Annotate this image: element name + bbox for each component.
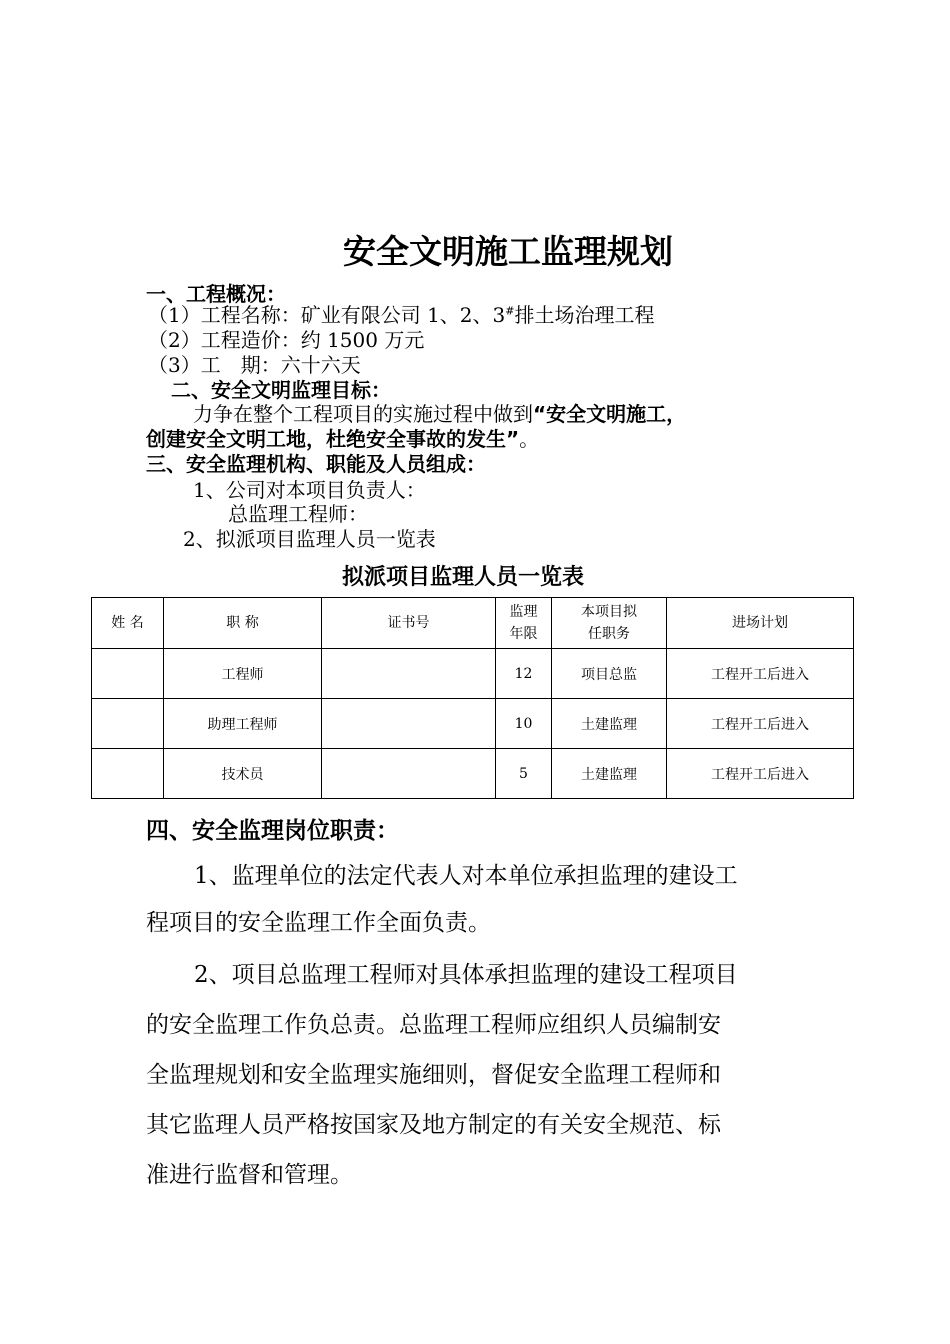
cell-title: 工程师: [164, 649, 322, 699]
table-row: [92, 749, 854, 799]
section3-item1-sub: 总监理工程师：: [228, 502, 368, 526]
header-title: 职 称: [164, 598, 322, 649]
header-duty-line2: 任职务: [588, 626, 630, 642]
cell-cert: [322, 649, 496, 699]
duty-p2-line3: 全监理规划和安全监理实施细则，督促安全监理工程师和: [146, 1062, 721, 1088]
cell-title: 技术员: [164, 749, 322, 799]
duty-p2-line1: 2、项目总监理工程师对具体承担监理的建设工程项目: [194, 962, 738, 988]
cell-years: 5: [496, 749, 552, 799]
cell-plan: 工程开工后进入: [667, 749, 854, 799]
header-cert: 证书号: [322, 598, 496, 649]
section3-item2: 2、拟派项目监理人员一览表: [183, 527, 436, 551]
cell-years: 12: [496, 649, 552, 699]
project-name-prefix: （1）工程名称：矿业有限公司 1、2、3: [148, 303, 506, 327]
header-years-line1: 监理: [509, 604, 538, 620]
goal-bold-text-2: 创建安全文明工地，杜绝安全事故的发生”: [146, 427, 520, 451]
duty-p1-line1: 1、监理单位的法定代表人对本单位承担监理的建设工: [194, 863, 738, 889]
document-title: 安全文明施工监理规划: [343, 232, 673, 271]
cell-duty: 项目总监: [552, 649, 667, 699]
duty-p2-line2: 的安全监理工作负总责。总监理工程师应组织人员编制安: [146, 1012, 721, 1038]
staff-table: [91, 597, 854, 799]
cell-cert: [322, 749, 496, 799]
cell-name: [92, 699, 164, 749]
header-name: 姓 名: [92, 598, 164, 649]
duty-p2-line5: 准进行监督和管理。: [146, 1162, 353, 1188]
cell-name: [92, 749, 164, 799]
goal-normal-text: 力争在整个工程项目的实施过程中做到: [193, 402, 533, 426]
section1-heading: 一、工程概况：: [146, 282, 286, 306]
table-row: [92, 699, 854, 749]
cell-plan: 工程开工后进入: [667, 649, 854, 699]
header-plan: 进场计划: [667, 598, 854, 649]
header-years-line2: 年限: [509, 626, 538, 642]
goal-bold-text-1: “安全文明施工，: [533, 402, 687, 426]
cell-cert: [322, 699, 496, 749]
cell-years: 10: [496, 699, 552, 749]
table-row: [92, 649, 854, 699]
cell-plan: 工程开工后进入: [667, 699, 854, 749]
cell-title: 助理工程师: [164, 699, 322, 749]
duty-p2-line4: 其它监理人员严格按国家及地方制定的有关安全规范、标: [146, 1112, 721, 1138]
section3-item1: 1、公司对本项目负责人：: [193, 478, 426, 502]
table-title: 拟派项目监理人员一览表: [341, 565, 584, 590]
cell-duty: 土建监理: [552, 749, 667, 799]
cell-duty: 土建监理: [552, 699, 667, 749]
project-period-line: （3）工 期：六十六天: [148, 353, 361, 377]
header-years: [496, 598, 552, 649]
section2-heading: 二、安全文明监理目标：: [171, 378, 391, 402]
table-header-row: [92, 598, 854, 649]
header-duty-line1: 本项目拟: [581, 604, 637, 620]
project-name-suffix: 排土场治理工程: [514, 303, 655, 327]
section3-heading: 三、安全监理机构、职能及人员组成：: [146, 452, 486, 476]
section4-heading: 四、安全监理岗位职责：: [146, 818, 399, 844]
goal-end-punct: 。: [519, 427, 540, 451]
cell-name: [92, 649, 164, 699]
project-cost-line: （2）工程造价：约 1500 万元: [148, 328, 425, 352]
duty-p1-line2: 程项目的安全监理工作全面负责。: [146, 910, 491, 936]
header-duty: [552, 598, 667, 649]
project-name-sup: #: [505, 304, 515, 318]
